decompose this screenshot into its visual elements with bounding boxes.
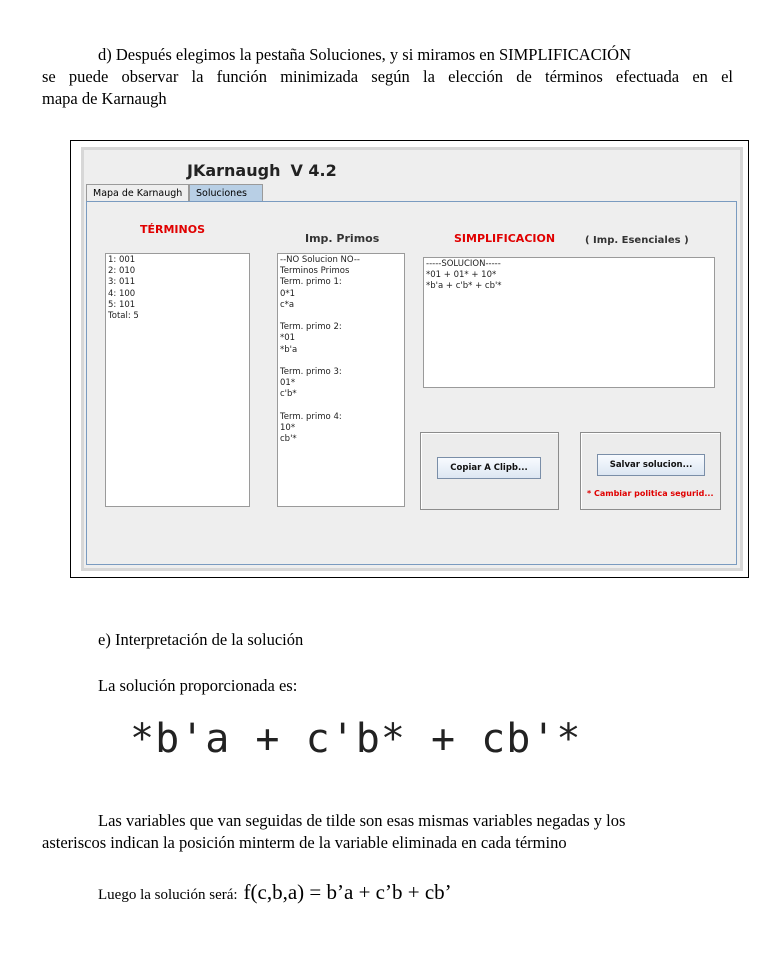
app-name: JKarnaugh <box>187 161 281 180</box>
primo-row: Term. primo 1: <box>280 277 342 288</box>
primo-row: c'b* <box>280 389 297 400</box>
primo-row: Terminos Primos <box>280 266 350 277</box>
jkarnaugh-window <box>81 147 743 571</box>
primo-row: *01 <box>280 333 296 344</box>
step-d-line-3: mapa de Karnaugh <box>42 89 167 108</box>
terminos-header: TÉRMINOS <box>140 223 206 236</box>
step-e-heading: e) Interpretación de la solución <box>98 630 304 649</box>
step-d-line-1: d) Después elegimos la pestaña Soluciones, y si miramos en SIMPLIFICACIÓN <box>98 45 631 64</box>
simplificacion-row: *b'a + c'b* + cb'* <box>426 281 502 292</box>
primo-row: 10* <box>280 423 296 434</box>
simplificacion-row: *01 + 01* + 10* <box>426 270 497 281</box>
primo-row: 0*1 <box>280 288 296 299</box>
solution-formula-image: *b'a + c'b* + cb'* <box>130 716 582 762</box>
security-warning: * Cambiar politica segurid... <box>587 489 714 498</box>
termino-row: 4: 100 <box>108 288 136 299</box>
tab-mapa-de-karnaugh[interactable]: Mapa de Karnaugh <box>86 184 189 201</box>
screenshot-frame <box>70 140 749 578</box>
simplificacion-header: SIMPLIFICACION <box>454 232 556 245</box>
primo-row <box>280 401 402 412</box>
primos-list[interactable] <box>277 253 405 507</box>
paragraph-step-d <box>42 44 733 110</box>
explanation-line-1: Las variables que van seguidas de tilde son esas mismas variables negadas y los <box>98 811 626 830</box>
termino-row: 3: 011 <box>108 277 136 288</box>
primo-row: Term. primo 2: <box>280 322 342 333</box>
soluciones-panel <box>86 201 737 565</box>
copiar-panel <box>420 432 559 510</box>
termino-row: 1: 001 <box>108 255 136 265</box>
primo-row: --NO Solucion NO-- <box>280 255 360 265</box>
app-version: V 4.2 <box>290 161 337 180</box>
step-e-intro: La solución proporcionada es: <box>98 676 298 695</box>
final-label: Luego la solución será: <box>98 887 238 903</box>
salvar-panel <box>580 432 721 510</box>
simplificacion-output[interactable] <box>423 257 715 388</box>
primo-row: 01* <box>280 378 296 389</box>
explanation-line-2: asteriscos indican la posición minterm de la variable eliminada en cada término <box>42 833 567 852</box>
termino-row: 2: 010 <box>108 266 136 277</box>
primos-header: Imp. Primos <box>305 232 380 245</box>
primo-row: c*a <box>280 299 295 310</box>
copiar-clipboard-button[interactable]: Copiar A Clipb... <box>437 457 541 479</box>
final-solution <box>98 880 452 905</box>
termino-total: Total: 5 <box>108 311 139 322</box>
tab-soluciones[interactable]: Soluciones <box>189 184 263 201</box>
primo-row: Term. primo 4: <box>280 411 342 422</box>
simplificacion-row: -----SOLUCION----- <box>426 259 501 269</box>
primo-row: cb'* <box>280 434 297 445</box>
primo-row <box>280 311 402 322</box>
primo-row: *b'a <box>280 344 298 355</box>
primo-row <box>280 356 402 367</box>
explanation-paragraph <box>42 810 733 854</box>
salvar-solucion-button[interactable]: Salvar solucion... <box>597 454 705 476</box>
primo-row: Term. primo 3: <box>280 367 342 378</box>
app-title <box>187 161 337 180</box>
termino-row: 5: 101 <box>108 299 136 310</box>
terminos-list[interactable] <box>105 253 250 507</box>
step-d-line-2: se puede observar la función minimizada según la elección de términos efectuada en el <box>42 67 733 86</box>
final-formula: f(c,b,a) = b’a + c’b + cb’ <box>243 880 452 904</box>
esenciales-header: ( Imp. Esenciales ) <box>585 235 689 246</box>
